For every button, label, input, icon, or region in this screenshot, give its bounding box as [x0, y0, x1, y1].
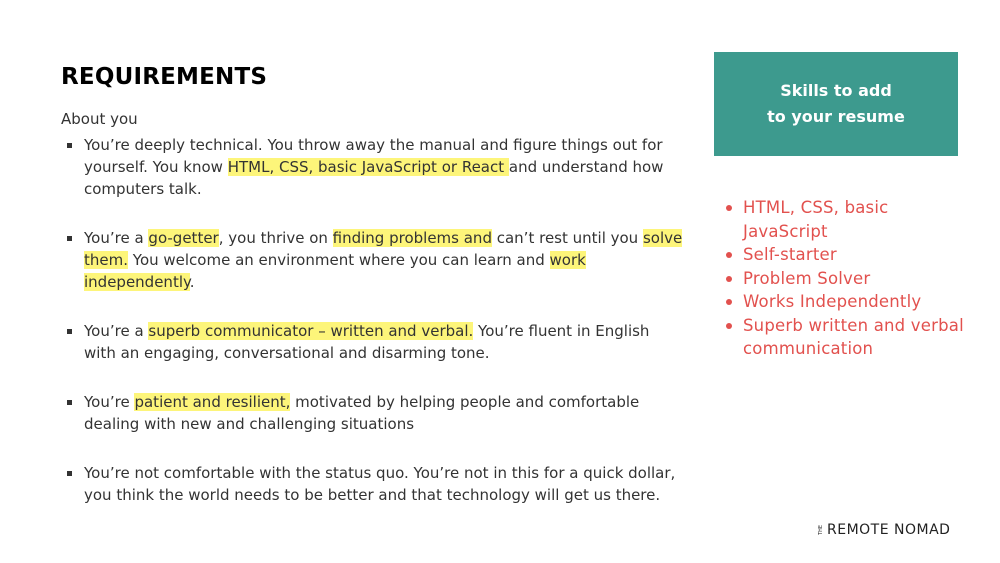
- highlighted-text: go-getter: [148, 229, 219, 247]
- skills-header-box: [714, 52, 958, 156]
- skills-header-line2: to your resume: [767, 107, 905, 126]
- highlighted-text: work independently: [84, 251, 586, 291]
- about-heading: About you: [61, 110, 138, 128]
- skill-item: Problem Solver: [724, 267, 974, 291]
- brand-name: REMOTE NOMAD: [827, 522, 951, 538]
- requirement-text: You’re a: [84, 322, 149, 340]
- requirement-item: [64, 391, 684, 435]
- requirement-text: You’re: [84, 393, 135, 411]
- requirement-text: You’re a: [84, 229, 149, 247]
- brand-logo: [818, 522, 950, 538]
- requirement-text: and understand how computers talk.: [84, 158, 664, 198]
- requirement-text: You’re not comfortable with the status quo. You’re not in this for a quick dollar, you think the world needs to be better and that technology will get us there.: [84, 464, 676, 504]
- highlighted-text: solve them.: [84, 229, 683, 269]
- skills-header-line1: Skills to add: [780, 81, 892, 100]
- requirement-text: You welcome an environment where you can learn and: [128, 251, 550, 269]
- brand-the: THE: [818, 525, 824, 535]
- requirement-text: You’re deeply technical. You throw away the manual and figure things out for yourself. You know: [84, 136, 663, 176]
- requirement-item: [64, 134, 684, 200]
- highlighted-text: HTML, CSS, basic JavaScript or React: [227, 158, 509, 176]
- requirement-text: You’re fluent in English with an engaging, conversational and disarming tone.: [84, 322, 650, 362]
- requirement-text: can’t rest until you: [491, 229, 643, 247]
- requirement-item: [64, 320, 684, 364]
- requirements-list: [64, 134, 684, 506]
- skill-item: Works Independently: [724, 290, 974, 314]
- highlighted-text: finding problems and: [332, 229, 492, 247]
- skill-item: Superb written and verbal communication: [724, 314, 974, 361]
- requirement-item: [64, 227, 684, 293]
- page-title: REQUIREMENTS: [61, 64, 268, 90]
- requirement-text: motivated by helping people and comfortable dealing with new and challenging situations: [84, 393, 640, 433]
- highlighted-text: patient and resilient,: [134, 393, 291, 411]
- requirement-text: .: [189, 273, 195, 291]
- highlighted-text: superb communicator – written and verbal.: [148, 322, 474, 340]
- skill-item: Self-starter: [724, 243, 974, 267]
- skills-list: [724, 196, 974, 361]
- requirement-item: [64, 462, 684, 506]
- requirement-text: , you thrive on: [218, 229, 333, 247]
- skill-item: HTML, CSS, basic JavaScript: [724, 196, 974, 243]
